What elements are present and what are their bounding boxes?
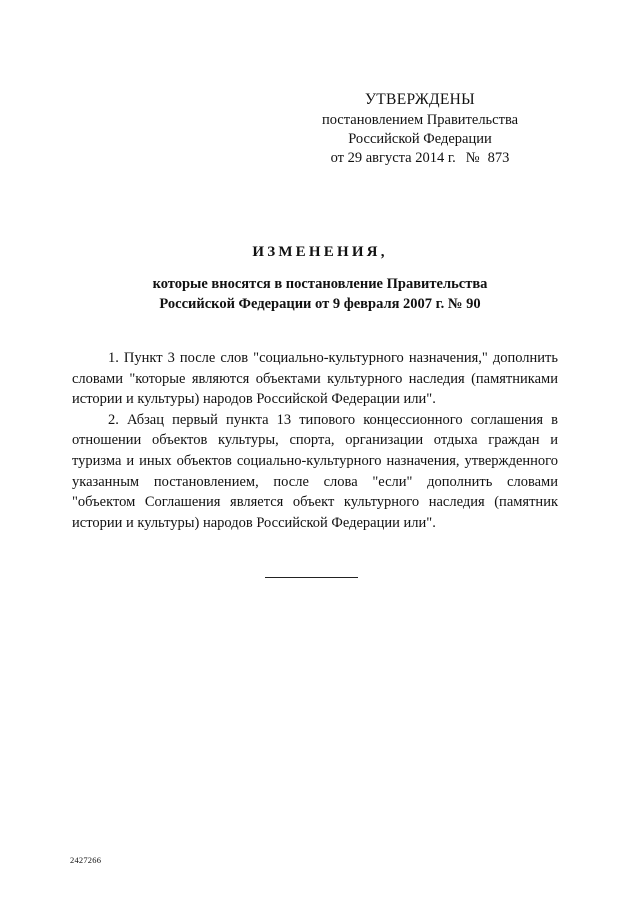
closing-divider [265, 577, 358, 578]
approval-block [300, 90, 540, 168]
approval-stamp: УТВЕРЖДЕНЫ [365, 91, 475, 108]
document-body [72, 348, 558, 533]
paragraph-2: 2. Абзац первый пункта 13 типового концессионного соглашения в отношении объектов культуры, спорта, организации отдыха граждан и туризма и иных объектов социально-культурного назначения, утвержденного указанным постановлением, после слова "если" дополнить словами "объектом Соглашения является объект культурного наследия (памятник истории и культуры) народов Российской Федерации или". [72, 411, 558, 531]
subtitle-line-1: которые вносятся в постановление Правительства [152, 276, 488, 292]
approval-line-2: Российской Федерации [348, 131, 492, 147]
approval-date: от 29 августа 2014 г. [330, 150, 456, 166]
approval-date-line [300, 149, 540, 168]
approval-number: 873 [487, 150, 510, 166]
paragraph-1: 1. Пункт 3 после слов "социально-культурного назначения," дополнить словами "которые являются объектами культурного наследия (памятниками истории и культуры) народов Российской Федерации или". [72, 350, 558, 408]
subtitle-line-2: Российской Федерации от 9 февраля 2007 г. № 90 [159, 296, 481, 312]
approval-line-1: постановлением Правительства [321, 112, 519, 128]
document-subtitle [100, 274, 540, 314]
approval-number-sign: № [465, 150, 480, 166]
document-code: 2427266 [70, 855, 102, 865]
document-title: ИЗМЕНЕНИЯ, [252, 244, 388, 260]
